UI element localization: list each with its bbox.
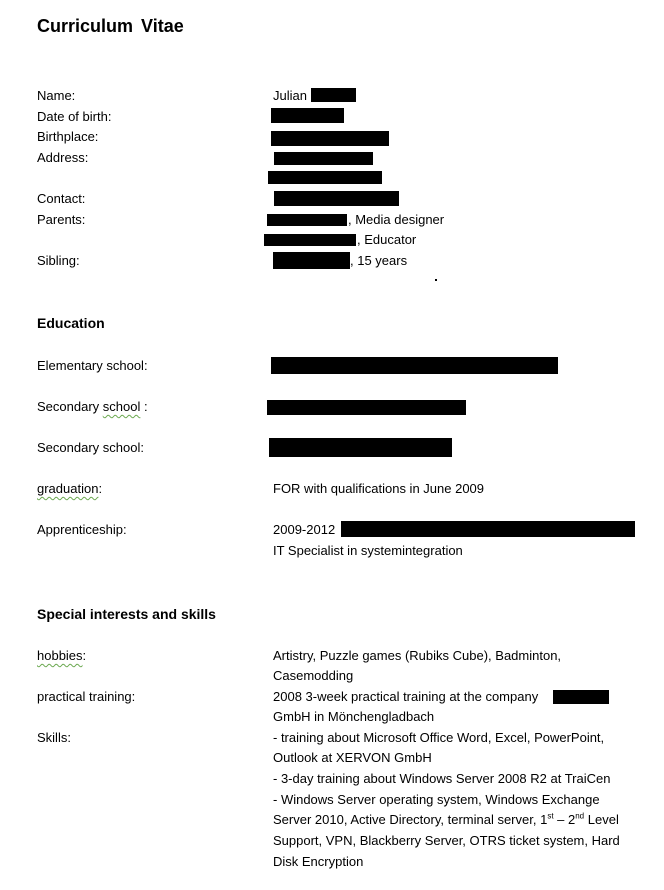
redaction-birthplace xyxy=(271,131,389,146)
sibling-age: , 15 years xyxy=(350,253,408,268)
hobbies-label: hobbies: xyxy=(37,648,87,663)
redaction-contact xyxy=(274,191,399,206)
redaction-apprenticeship-company xyxy=(341,521,635,537)
redaction-sibling xyxy=(273,252,350,269)
parent2-occupation: , Educator xyxy=(357,232,417,247)
graduation-value: FOR with qualifications in June 2009 xyxy=(273,481,485,496)
redaction-parent2 xyxy=(264,234,356,246)
birthplace-label: Birthplace: xyxy=(37,129,99,144)
redaction-training-company xyxy=(553,690,609,704)
education-heading: Education xyxy=(37,315,105,331)
parent1-occupation: , Media designer xyxy=(348,212,445,227)
redaction-elementary-school xyxy=(271,357,558,374)
skills-label: Skills: xyxy=(37,730,71,745)
parents-label: Parents: xyxy=(37,212,86,227)
redaction-parent1 xyxy=(267,214,347,226)
skills-line-6: Support, VPN, Blackberry Server, OTRS ticket system, Hard xyxy=(273,833,620,848)
practical-training-line-1: 2008 3-week practical training at the company xyxy=(273,689,539,704)
redaction-secondary-school-2 xyxy=(269,438,452,457)
redaction-secondary-school-1 xyxy=(267,400,466,415)
graduation-label: graduation: xyxy=(37,481,103,496)
skills-heading: Special interests and skills xyxy=(37,606,216,622)
contact-label: Contact: xyxy=(37,191,86,206)
address-label: Address: xyxy=(37,150,89,165)
redaction-dob xyxy=(271,108,344,123)
stray-dot xyxy=(435,279,437,281)
skills-line-4: - Windows Server operating system, Windows Exchange xyxy=(273,792,600,807)
name-value: Julian xyxy=(273,88,307,103)
skills-line-5: Server 2010, Active Directory, terminal server, 1st – 2nd Level xyxy=(273,811,619,827)
skills-line-7: Disk Encryption xyxy=(273,854,364,869)
hobbies-line-2: Casemodding xyxy=(273,668,354,683)
skills-line-3: - 3-day training about Windows Server 2008 R2 at TraiCen xyxy=(273,771,611,786)
apprenticeship-title: IT Specialist in systemintegration xyxy=(273,543,463,558)
apprenticeship-years: 2009-2012 xyxy=(273,522,336,537)
secondary-school-2-label: Secondary school: xyxy=(37,440,144,455)
redaction-surname xyxy=(311,88,356,102)
name-label: Name: xyxy=(37,88,76,103)
sibling-label: Sibling: xyxy=(37,253,80,268)
practical-training-label: practical training: xyxy=(37,689,136,704)
apprenticeship-label: Apprenticeship: xyxy=(37,522,127,537)
redaction-address-line2 xyxy=(268,171,382,184)
hobbies-line-1: Artistry, Puzzle games (Rubiks Cube), Badminton, xyxy=(273,648,562,663)
redaction-address-line1 xyxy=(274,152,373,165)
elementary-school-label: Elementary school: xyxy=(37,358,148,373)
secondary-school-1-label: Secondary school : xyxy=(37,399,148,414)
document-title: Curriculum Vitae xyxy=(37,16,184,36)
practical-training-line-2: GmbH in Mönchengladbach xyxy=(273,709,435,724)
skills-line-1: - training about Microsoft Office Word, Excel, PowerPoint, xyxy=(273,730,605,745)
skills-line-2: Outlook at XERVON GmbH xyxy=(273,750,432,765)
dob-label: Date of birth: xyxy=(37,109,112,124)
